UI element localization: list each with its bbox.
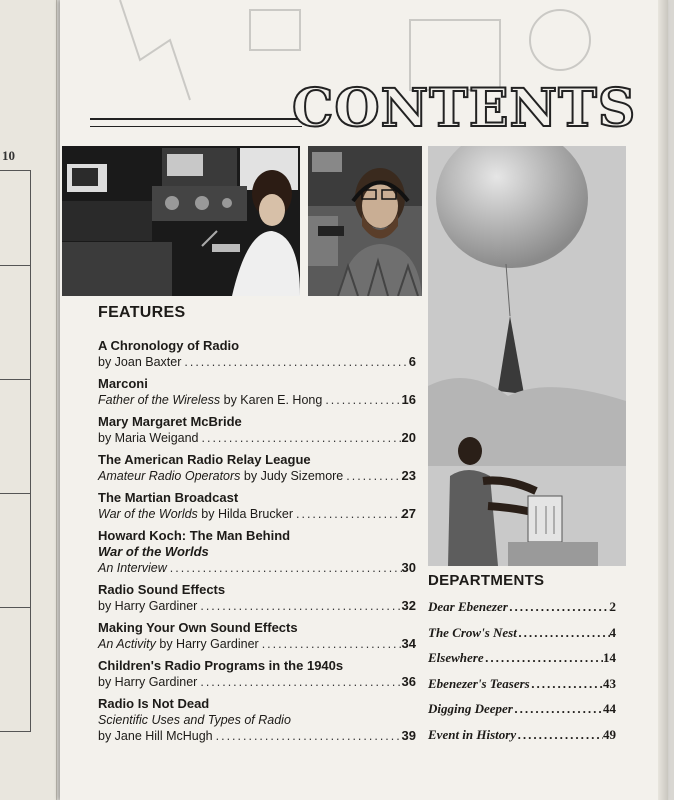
feature-byline: by Jane Hill McHugh [98, 729, 213, 743]
feature-line [98, 430, 416, 446]
leader-dots [181, 354, 408, 370]
feature-entry[interactable] [98, 620, 416, 652]
department-page-number: 4 [609, 624, 616, 640]
feature-title: Howard Koch: The Man Behind [98, 528, 291, 543]
feature-subtitle: War of the Worlds [98, 507, 198, 521]
feature-line [98, 728, 416, 744]
feature-page-number: 6 [408, 354, 416, 369]
feature-line [98, 560, 416, 576]
feature-title: Making Your Own Sound Effects [98, 620, 298, 635]
leader-dots [293, 506, 402, 522]
department-page-number: 44 [603, 701, 616, 717]
departments-heading: DEPARTMENTS [428, 572, 545, 589]
department-entry[interactable] [428, 676, 616, 692]
department-entry[interactable] [428, 625, 616, 641]
feature-page-number: 39 [401, 728, 416, 743]
feature-title: The American Radio Relay League [98, 452, 311, 467]
feature-line [98, 674, 416, 690]
feature-subtitle: An Activity [98, 637, 156, 651]
feature-page-number: 34 [401, 636, 416, 651]
feature-entry[interactable] [98, 658, 416, 690]
previous-page-table [0, 170, 31, 732]
leader-dots [513, 701, 603, 717]
feature-title: Radio Sound Effects [98, 582, 226, 597]
feature-line [98, 598, 416, 614]
department-title: Elsewhere [428, 650, 484, 666]
department-title: Digging Deeper [428, 701, 513, 717]
feature-byline: by Hilda Brucker [197, 507, 293, 521]
department-title: The Crow's Nest [428, 624, 517, 640]
feature-page-number: 32 [401, 598, 416, 613]
leader-dots [516, 727, 603, 743]
feature-subtitle: Amateur Radio Operators [98, 469, 241, 483]
department-entry[interactable] [428, 599, 616, 615]
department-entry[interactable] [428, 727, 616, 743]
feature-entry[interactable] [98, 582, 416, 614]
department-entry[interactable] [428, 650, 616, 666]
leader-dots [343, 468, 401, 484]
feature-title: The Martian Broadcast [98, 490, 239, 505]
feature-byline: by Joan Baxter [98, 355, 182, 369]
feature-title: A Chronology of Radio [98, 338, 240, 353]
feature-entry[interactable] [98, 338, 416, 370]
feature-subtitle: An Interview [98, 561, 167, 575]
department-page-number: 14 [603, 650, 616, 666]
feature-byline: by Karen E. Hong [220, 393, 323, 407]
feature-entry[interactable] [98, 414, 416, 446]
photo-weather-balloon [428, 146, 626, 566]
feature-title: Children's Radio Programs in the 1940s [98, 658, 344, 673]
leader-dots [517, 625, 610, 641]
feature-page-number: 16 [401, 392, 416, 407]
page-binding [658, 0, 668, 800]
feature-page-number: 30 [401, 560, 416, 575]
department-title: Ebenezer's Teasers [428, 675, 530, 691]
feature-entry[interactable] [98, 696, 416, 744]
contents-masthead [292, 70, 637, 148]
feature-subtitle: Father of the Wireless [98, 393, 221, 407]
leader-dots [197, 674, 401, 690]
leader-dots [197, 598, 401, 614]
leader-dots [167, 560, 402, 576]
department-page-number: 2 [609, 599, 616, 614]
feature-title-line2: War of the Worlds [98, 544, 209, 559]
feature-line [98, 636, 416, 652]
feature-title: Mary Margaret McBride [98, 414, 242, 429]
feature-entry[interactable] [98, 528, 416, 576]
feature-byline: by Harry Gardiner [98, 599, 198, 613]
leader-dots [213, 728, 402, 744]
feature-title: Radio Is Not Dead [98, 696, 210, 711]
leader-dots [322, 392, 401, 408]
feature-byline: by Harry Gardiner [98, 675, 198, 689]
department-title: Dear Ebenezer [428, 599, 508, 614]
previous-page-edge [0, 0, 57, 800]
departments-list [428, 599, 616, 753]
leader-dots [484, 650, 603, 666]
contents-page [60, 0, 668, 800]
feature-line [98, 392, 416, 408]
feature-line [98, 468, 416, 484]
features-heading: FEATURES [98, 304, 186, 321]
department-page-number: 43 [603, 675, 616, 691]
feature-title: Marconi [98, 376, 148, 391]
department-entry[interactable] [428, 701, 616, 717]
feature-entry[interactable] [98, 452, 416, 484]
feature-page-number: 23 [401, 468, 416, 483]
feature-line [98, 506, 416, 522]
leader-dots [259, 636, 402, 652]
leader-dots [508, 599, 610, 615]
department-page-number: 49 [603, 726, 616, 742]
photo-radio-operator [62, 146, 300, 296]
department-title: Event in History [428, 726, 517, 742]
feature-byline: by Maria Weigand [98, 431, 199, 445]
feature-page-number: 20 [401, 430, 416, 445]
feature-line [98, 354, 416, 370]
feature-entry[interactable] [98, 490, 416, 522]
features-list [98, 338, 416, 750]
leader-dots [530, 676, 603, 692]
feature-byline: by Judy Sizemore [240, 469, 344, 483]
feature-page-number: 27 [401, 506, 416, 521]
feature-entry[interactable] [98, 376, 416, 408]
feature-byline: by Harry Gardiner [155, 637, 259, 651]
feature-subtitle: Scientific Uses and Types of Radio [98, 713, 291, 727]
previous-page-number: 10 [2, 148, 15, 163]
masthead-rule [90, 118, 302, 127]
leader-dots [199, 430, 402, 446]
page-title: CONTENTS [292, 78, 637, 139]
photo-radio-announcer [308, 146, 422, 296]
feature-page-number: 36 [401, 674, 416, 689]
